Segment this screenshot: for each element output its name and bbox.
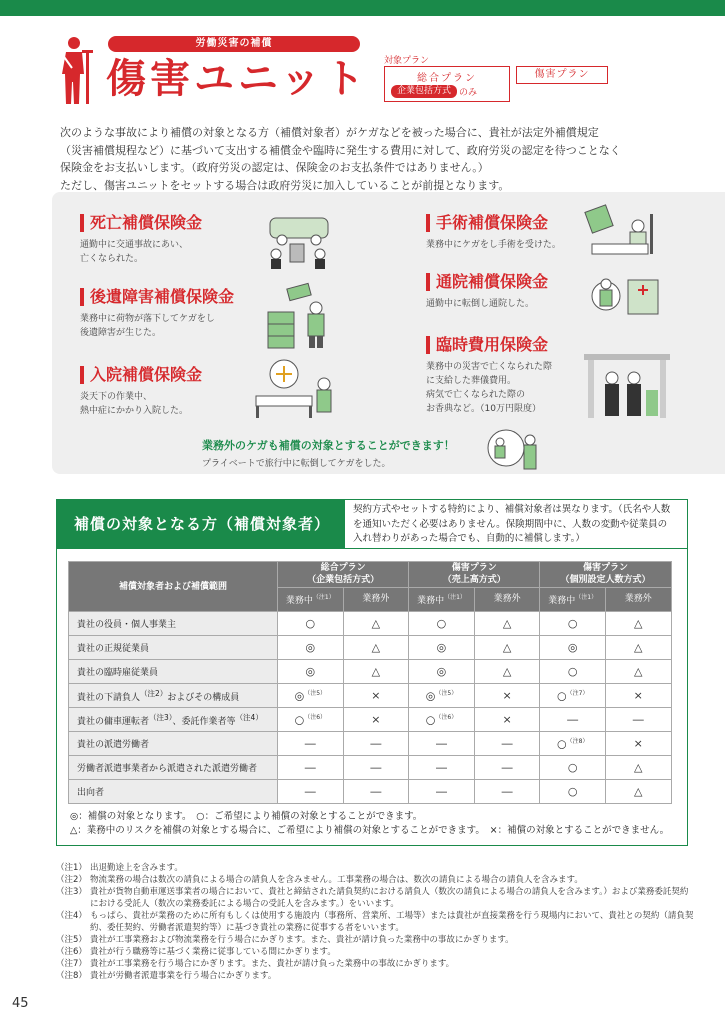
desc-line: お香典など。（10万円限度） <box>426 404 541 414</box>
benefit-desc <box>426 297 548 311</box>
coverage-cell: ― <box>278 732 344 756</box>
row-label: 貴社の下請負人$^{(注2)}$およびその構成員 <box>69 684 278 708</box>
page-number: 45 <box>12 996 29 1011</box>
coverage-cell: ◎ <box>278 660 344 684</box>
plan-name: 傷害プラン <box>451 563 497 574</box>
desc-line: 通勤中に交通事故にあい、 <box>80 240 189 250</box>
coverage-cell: ◎ <box>278 636 344 660</box>
coverage-cell: × <box>605 732 671 756</box>
row-label: 貴社の臨時雇従業員 <box>69 660 278 684</box>
coverage-table-body <box>69 612 672 804</box>
coverage-cell: ○ <box>540 660 606 684</box>
plan-label: 対象プラン <box>384 56 430 66</box>
plan-badge-suffix: のみ <box>459 88 478 98</box>
benefit-title: 後遺障害補償保険金 <box>80 288 234 306</box>
plan-sogo-label: 総合プラン <box>417 73 477 84</box>
coverage-cell: ◎$^{(注5)}$ <box>409 684 475 708</box>
hospital-bed-illustration <box>254 358 344 420</box>
top-accent-bar <box>0 0 725 16</box>
table-row <box>69 708 672 732</box>
footnote: （注5） 貴社が工事業務および物流業務を行う場合にかぎります。また、貴社が請け負った業務中の事故にかぎります。 <box>56 935 514 945</box>
coverage-cell: ◎$^{(注5)}$ <box>278 684 344 708</box>
row-label: 貴社の正規従業員 <box>69 636 278 660</box>
benefit-hospital <box>80 366 202 418</box>
benefit-title: 臨時費用保険金 <box>426 336 552 354</box>
table-row <box>69 756 672 780</box>
col-duty: 業務中$^{(注1)}$ <box>540 587 606 612</box>
coverage-cell: △ <box>605 756 671 780</box>
coverage-cell: ◎ <box>409 660 475 684</box>
funeral-illustration <box>584 350 670 420</box>
desc-line: 通勤中に転倒し通院した。 <box>426 299 535 309</box>
row-label: 労働者派遣事業者から派遣された派遣労働者 <box>69 756 278 780</box>
row-label: 貴社の役員・個人事業主 <box>69 612 278 636</box>
plan-header <box>278 562 409 588</box>
coverage-cell: ◎ <box>409 636 475 660</box>
col-off-duty: 業務外 <box>474 587 540 612</box>
coverage-cell: ○ <box>540 612 606 636</box>
coverage-cell: ○$^{(注6)}$ <box>278 708 344 732</box>
coverage-cell: ○$^{(注8)}$ <box>540 732 606 756</box>
footnote: （注7） 貴社が工事業務を行う場合にかぎります。また、貴社が請け負った業務中の事故にかぎります。 <box>56 959 455 969</box>
coverage-cell: ― <box>474 780 540 804</box>
intro-line: （災害補償規程など）に基づいて支出する補償金や臨時に発生する費用に対して、政府労災の認定を待つことなく <box>60 143 621 157</box>
benefit-desc <box>80 390 202 418</box>
intro-line: ただし、傷害ユニットをセットする場合は政府労災に加入していることが前提となります。 <box>60 178 510 192</box>
table-row <box>69 612 672 636</box>
coverage-cell: ○ <box>409 612 475 636</box>
surgery-illustration <box>582 204 662 266</box>
table-row <box>69 660 672 684</box>
coverage-cell: △ <box>474 612 540 636</box>
coverage-cell: ― <box>409 756 475 780</box>
col-off-duty: 業務外 <box>605 587 671 612</box>
clinic-visit-illustration <box>584 270 664 328</box>
coverage-cell: ◎ <box>540 636 606 660</box>
coverage-cell: ― <box>343 756 409 780</box>
coverage-cell: × <box>343 708 409 732</box>
desc-line: に支給した葬儀費用。 <box>426 376 517 386</box>
desc-line: 亡くなられた。 <box>80 254 144 264</box>
benefit-title: 通院補償保険金 <box>426 273 548 291</box>
coverage-cell: △ <box>343 660 409 684</box>
col-off-duty: 業務外 <box>343 587 409 612</box>
row-label: 出向者 <box>69 780 278 804</box>
col-duty: 業務中$^{(注1)}$ <box>409 587 475 612</box>
footnote: （注2） 物流業務の場合は数次の請負による場合の請負人を含みません。工事業務の場合は、数次の請負による場合の請負人を含みます。 <box>56 875 583 885</box>
coverage-cell: △ <box>605 780 671 804</box>
coverage-section-note <box>344 499 688 549</box>
desc-line: 後遺障害が生じた。 <box>80 328 162 338</box>
table-legend <box>70 810 669 838</box>
injured-person-icon <box>60 36 96 106</box>
coverage-cell: △ <box>605 660 671 684</box>
table-row-header: 補償対象者および補償範囲 <box>69 562 278 612</box>
footnotes <box>56 862 696 982</box>
coverage-cell: ― <box>540 708 606 732</box>
plan-name: 傷害プラン <box>582 563 628 574</box>
benefit-death <box>80 214 202 266</box>
plan-sogo-box <box>384 66 510 102</box>
coverage-cell: ― <box>409 732 475 756</box>
coverage-cell: ― <box>278 756 344 780</box>
coverage-cell: ○ <box>278 612 344 636</box>
note-line: 入れ替わりがあった場合でも、自動的に補償します。） <box>353 533 585 544</box>
plan-shogai-box: 傷害プラン <box>516 66 608 84</box>
plan-sogo-condition <box>391 84 477 99</box>
coverage-table <box>68 561 672 804</box>
intro-line: 次のような事故により補償の対象となる方（補償対象者）がケガなどを被った場合に、貴社が法定外補償規定 <box>60 126 599 139</box>
legend-line: △：業務中のリスクを補償の対象とする場合に、ご希望により補償の対象とすることができます。 ×：補償の対象とすることができません。 <box>70 825 670 836</box>
coverage-cell: ― <box>409 780 475 804</box>
coverage-cell: ― <box>605 708 671 732</box>
coverage-cell: △ <box>343 636 409 660</box>
row-label: 貴社の傭車運転者$^{(注3)}$、委託作業者等$^{(注4)}$ <box>69 708 278 732</box>
page-title: 傷害ユニット <box>106 56 369 102</box>
desc-line: 業務中に荷物が落下してケガをし <box>80 314 215 324</box>
plan-name: 総合プラン <box>320 563 366 574</box>
benefit-desc <box>80 312 234 340</box>
plan-method: （売上高方式） <box>442 575 506 586</box>
car-accident-illustration <box>264 204 334 270</box>
coverage-cell: △ <box>343 612 409 636</box>
coverage-cell: × <box>474 684 540 708</box>
note-line: 契約方式やセットする特約により、補償対象者は異なります。（氏名や人数 <box>353 504 671 515</box>
coverage-cell: △ <box>605 636 671 660</box>
benefit-desc <box>426 360 552 416</box>
coverage-cell: ○$^{(注6)}$ <box>409 708 475 732</box>
table-row <box>69 684 672 708</box>
table-row <box>69 780 672 804</box>
section-subtitle: 労働災害の補償 <box>108 36 360 52</box>
plan-header <box>409 562 540 588</box>
coverage-cell: △ <box>474 660 540 684</box>
coverage-cell: ○$^{(注7)}$ <box>540 684 606 708</box>
off-duty-coverage-desc: プライベートで旅行中に転倒してケガをした。 <box>202 459 391 469</box>
coverage-cell: △ <box>605 612 671 636</box>
off-duty-coverage-title: 業務外のケガも補償の対象とすることができます！ <box>202 439 455 452</box>
col-duty: 業務中$^{(注1)}$ <box>278 587 344 612</box>
coverage-cell: ○ <box>540 780 606 804</box>
coverage-cell: ○ <box>540 756 606 780</box>
footnote: （注6） 貴社が行う職務等に基づく業務に従事している間にかぎります。 <box>56 947 336 957</box>
footnote: （注1） 出退勤途上を含みます。 <box>56 863 183 873</box>
desc-line: 業務中の災害で亡くなられた際 <box>426 362 553 372</box>
desc-line: 炎天下の作業中、 <box>80 392 153 402</box>
coverage-cell: × <box>343 684 409 708</box>
benefit-title: 手術補償保険金 <box>426 214 561 232</box>
benefit-disability <box>80 288 234 340</box>
coverage-cell: × <box>474 708 540 732</box>
desc-line: 業務中にケガをし手術を受けた。 <box>426 240 561 250</box>
benefit-desc <box>426 238 561 252</box>
intro-text <box>60 124 680 194</box>
table-row <box>69 732 672 756</box>
row-label: 貴社の派遣労働者 <box>69 732 278 756</box>
legend-line: ◎：補償の対象となります。 ○：ご希望により補償の対象とすることができます。 <box>70 811 423 822</box>
plan-method: （個別設定人数方式） <box>560 575 651 586</box>
benefit-temporary <box>426 336 552 416</box>
footnote: （注3） 貴社が貨物自動車運送事業者の場合において、貴社と締結された請負契約における請負人（数次の請負による場合の請負人を含みます。）および業務委託契約における受託人（数次の業務委託による場合の受託人を含みます。）をいいます。 <box>56 887 689 909</box>
desc-line: 熱中症にかかり入院した。 <box>80 406 189 416</box>
coverage-cell: × <box>605 684 671 708</box>
desc-line: 病気で亡くなられた際の <box>426 390 526 400</box>
coverage-cell: ― <box>343 780 409 804</box>
footnote: （注8） 貴社が労働者派遣事業を行う場合にかぎります。 <box>56 971 277 981</box>
intro-line: 保険金をお支払いします。（政府労災の認定は、保険金のお支払条件ではありません。） <box>60 161 489 174</box>
coverage-cell: △ <box>474 636 540 660</box>
benefit-desc <box>80 238 202 266</box>
falling-boxes-illustration <box>264 282 336 352</box>
table-row <box>69 636 672 660</box>
coverage-cell: ― <box>474 756 540 780</box>
benefit-surgery <box>426 214 561 252</box>
note-line: を通知いただく必要はありません。保険期間中に、人数の変動や従業員の <box>353 518 668 530</box>
coverage-cell: ― <box>343 732 409 756</box>
benefit-title: 入院補償保険金 <box>80 366 202 384</box>
plan-method: （企業包括方式） <box>307 575 380 586</box>
travel-fall-illustration <box>482 426 542 476</box>
coverage-cell: ― <box>278 780 344 804</box>
coverage-cell: ― <box>474 732 540 756</box>
plan-header <box>540 562 671 588</box>
benefit-title: 死亡補償保険金 <box>80 214 202 232</box>
benefit-outpatient <box>426 273 548 311</box>
coverage-section-title: 補償の対象となる方（補償対象者） <box>56 499 344 549</box>
footnote: （注4） もっぱら、貴社が業務のために所有もしくは使用する施設内（事務所、営業所、工場等）または貴社が直接業務を行う現場内において、貴社との契約（請負契約、委任契約、労働者派遣契約等）に基づき貴社の業務に従事する者をいいます。 <box>56 911 694 933</box>
plan-badge: 企業包括方式 <box>391 85 457 98</box>
